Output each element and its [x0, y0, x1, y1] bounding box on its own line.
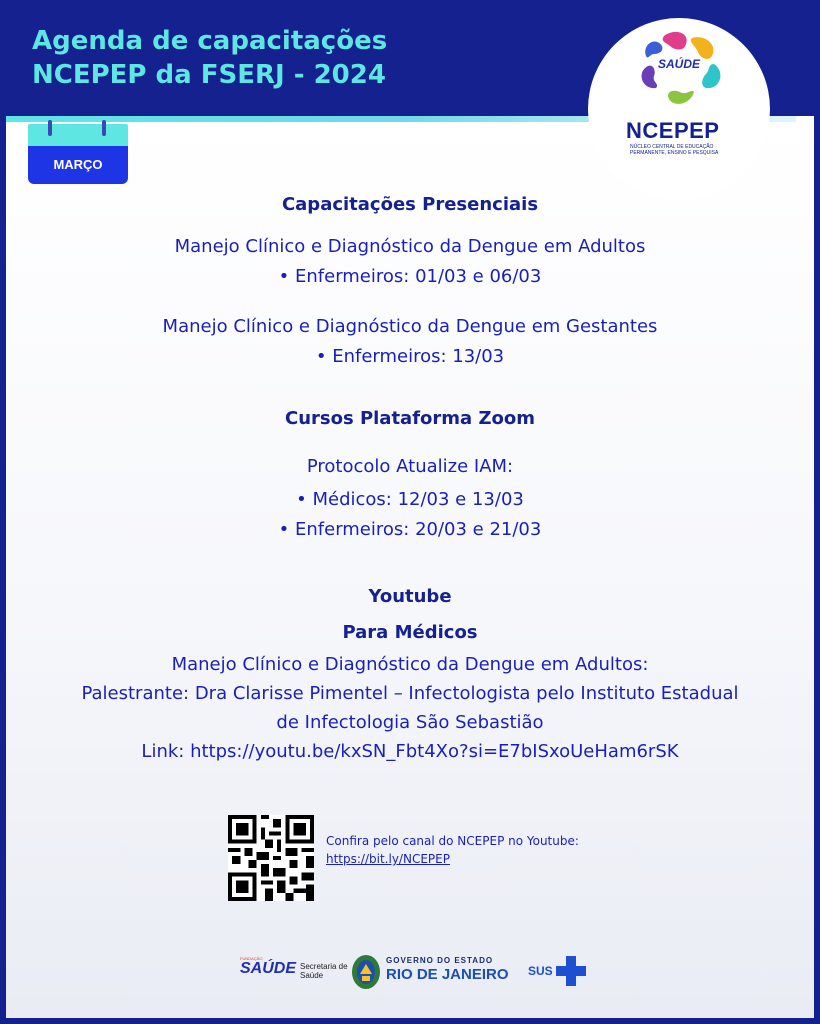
state-emblem-icon	[350, 952, 382, 992]
youtube-subheading: Para Médicos	[342, 622, 478, 643]
logo-subtitle: NÚCLEO CENTRAL DE EDUCAÇÃO PERMANENTE, ENSINO E PESQUISA	[630, 144, 719, 156]
calendar-ring-icon	[102, 120, 106, 136]
footer-secretaria	[300, 962, 348, 980]
footer-saude-logo: SAÚDE	[240, 960, 297, 977]
ncepep-logo	[620, 30, 740, 165]
footer-rio: RIO DE JANEIRO	[386, 966, 509, 983]
youtube-heading: Youtube	[368, 586, 452, 607]
zoom-item-2: • Enfermeiros: 20/03 e 21/03	[278, 519, 542, 540]
calendar-badge	[28, 124, 128, 184]
zoom-heading: Cursos Plataforma Zoom	[284, 408, 535, 429]
title-line-2: NCEPEP da FSERJ - 2024	[32, 60, 386, 90]
calendar-month: MARÇO	[28, 146, 128, 184]
presencial-course-1-title: Manejo Clínico e Diagnóstico da Dengue em Adultos	[174, 236, 646, 257]
qr-code-icon[interactable]	[228, 815, 314, 901]
zoom-course-title: Protocolo Atualize IAM:	[306, 456, 514, 477]
logo-saude-text: SAÚDE	[658, 57, 701, 71]
youtube-link[interactable]: Link: https://youtu.be/kxSN_Fbt4Xo?si=E7bISxoUeHam6rSK	[141, 741, 679, 762]
qr-text: Confira pelo canal do NCEPEP no Youtube:	[326, 834, 579, 848]
qr-caption	[326, 832, 579, 868]
footer-secretaria-line-1: Secretaria de	[300, 962, 348, 971]
sus-cross-icon	[556, 956, 586, 986]
presencial-course-2-item: • Enfermeiros: 13/03	[315, 346, 505, 367]
page-title	[32, 24, 387, 92]
youtube-course-title: Manejo Clínico e Diagnóstico da Dengue em Adultos:	[171, 654, 649, 675]
logo-name: NCEPEP	[626, 118, 720, 143]
qr-link[interactable]: https://bit.ly/NCEPEP	[326, 852, 450, 866]
footer-logos	[236, 948, 596, 994]
footer-fundacao-label: FUNDAÇÃO	[240, 956, 263, 961]
footer-governo: GOVERNO DO ESTADO	[386, 956, 494, 965]
calendar-ring-icon	[48, 120, 52, 136]
footer-secretaria-line-2: Saúde	[300, 971, 324, 980]
zoom-item-1: • Médicos: 12/03 e 13/03	[296, 489, 524, 510]
presencial-course-1-item: • Enfermeiros: 01/03 e 06/03	[278, 266, 542, 287]
presenciais-heading: Capacitações Presenciais	[281, 194, 539, 215]
youtube-speaker-line-2: de Infectologia São Sebastião	[276, 712, 544, 733]
footer-sus: SUS	[528, 964, 553, 978]
calendar-top	[28, 124, 128, 146]
youtube-speaker-line-1: Palestrante: Dra Clarisse Pimentel – Infectologista pelo Instituto Estadual	[81, 683, 739, 704]
title-line-1: Agenda de capacitações	[32, 26, 388, 56]
presencial-course-2-title: Manejo Clínico e Diagnóstico da Dengue em Gestantes	[162, 316, 658, 337]
